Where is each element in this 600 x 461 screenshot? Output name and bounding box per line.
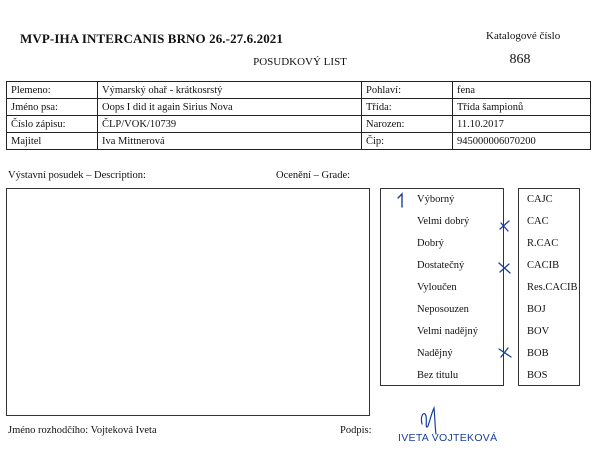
registration-label: Číslo zápisu: [7, 116, 98, 133]
description-box [6, 188, 370, 416]
cross-mark-icon [496, 217, 514, 235]
grade-label-text: Dobrý [417, 238, 444, 249]
table-row [7, 133, 591, 150]
grade-label: Ocenění – Grade: [276, 170, 351, 181]
description-label: Výstavní posudek – Description: [8, 170, 146, 181]
check-mark-icon [393, 191, 411, 209]
owner-label: Majitel [7, 133, 98, 150]
title-row [519, 277, 579, 299]
title-label-text: R.CAC [527, 238, 559, 249]
grade-label-text: Neposouzen [417, 304, 469, 315]
registration-value: ČLP/VOK/10739 [98, 116, 362, 133]
title-row [519, 321, 579, 343]
judge-name: Jméno rozhodčího: Vojteková Iveta [8, 425, 157, 436]
title-label-text: BOS [527, 370, 548, 381]
grade-label-text: Dostatečný [417, 260, 465, 271]
grade-row [381, 321, 503, 343]
title-row [519, 189, 579, 211]
table-row [7, 99, 591, 116]
grade-label-text: Velmi dobrý [417, 216, 470, 227]
chip-label: Čip: [362, 133, 453, 150]
grade-list [380, 188, 504, 386]
sex-value: fena [453, 82, 591, 99]
grade-row [381, 189, 503, 211]
title-row [519, 365, 579, 387]
cross-mark-icon [496, 344, 514, 362]
sheet-title: POSUDKOVÝ LIST [253, 56, 347, 68]
grade-label-text: Vyloučen [417, 282, 457, 293]
grade-row [381, 233, 503, 255]
table-row [7, 82, 591, 99]
breed-label: Plemeno: [7, 82, 98, 99]
title-label-text: BOJ [527, 304, 546, 315]
breed-value: Výmarský ohař - krátkosrstý [98, 82, 362, 99]
born-label: Narozen: [362, 116, 453, 133]
title-row [519, 211, 579, 233]
born-value: 11.10.2017 [453, 116, 591, 133]
grade-row [381, 255, 503, 277]
grade-label-text: Výborný [417, 194, 455, 205]
title-label-text: CAJC [527, 194, 553, 205]
title-label-text: BOB [527, 348, 549, 359]
grade-row [381, 277, 503, 299]
title-row [519, 233, 579, 255]
table-row [7, 116, 591, 133]
class-value: Třída šampionů [453, 99, 591, 116]
catalog-number-label: Katalogové číslo [486, 30, 561, 42]
signature-label: Podpis: [340, 425, 372, 436]
grade-label-text: Velmi nadějný [417, 326, 478, 337]
dog-info-table [6, 81, 591, 150]
sex-label: Pohlaví: [362, 82, 453, 99]
show-title: MVP-IHA INTERCANIS BRNO 26.-27.6.2021 [20, 31, 283, 46]
title-label-text: CAC [527, 216, 549, 227]
class-label: Třída: [362, 99, 453, 116]
owner-value: Iva Mittnerová [98, 133, 362, 150]
grade-label-text: Nadějný [417, 348, 453, 359]
title-label-text: BOV [527, 326, 550, 337]
grade-row [381, 343, 503, 365]
title-row [519, 255, 579, 277]
catalog-number: 868 [509, 52, 531, 67]
name-value: Oops I did it again Sirius Nova [98, 99, 362, 116]
grade-row [381, 365, 503, 387]
grade-row [381, 211, 503, 233]
grade-label-text: Bez titulu [417, 370, 459, 381]
title-label-text: CACIB [527, 260, 560, 271]
title-row [519, 299, 579, 321]
cross-mark-icon [496, 259, 514, 277]
title-list [518, 188, 580, 386]
title-row [519, 343, 579, 365]
chip-value: 945000006070200 [453, 133, 591, 150]
judge-stamp: IVETA VOJTEKOVÁ [398, 432, 498, 444]
name-label: Jméno psa: [7, 99, 98, 116]
title-label-text: Res.CACIB [527, 282, 578, 293]
grade-row [381, 299, 503, 321]
